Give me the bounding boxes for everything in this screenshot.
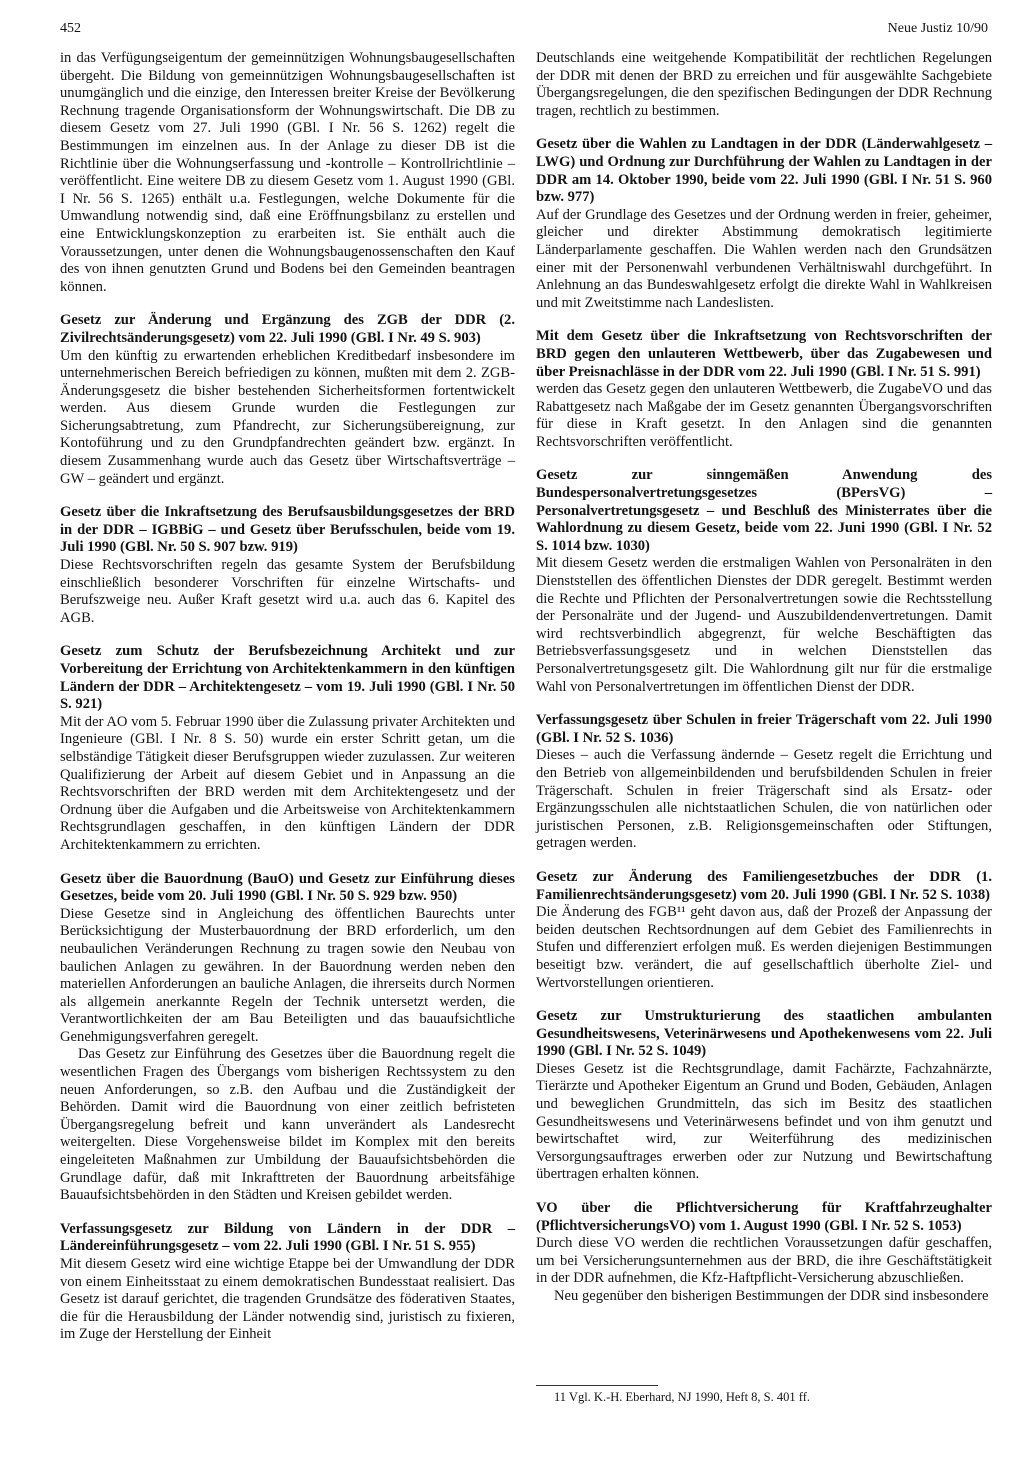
body-paragraph: Dieses Gesetz ist die Rechtsgrundlage, damit Fachärzte, Fachzahnärzte, Tierärzte und Apotheker Eigentum an Grund und Boden, Gebäuden, Anlagen und beweglichen Grundmitteln, das sich im Besitz des staatlichen Gesundheitswesens und Veterinärwesens befindet und von ihm genutzt und bewirtschaftet wird, zur Weiterführung des medizinischen Versorgungsauftrages erwerben oder zur Nutzung und Bewirtschaftung übertragen erhalten können. xyxy=(536,1060,992,1183)
section-title: Gesetz über die Inkraftsetzung des Berufsausbildungsgesetzes der BRD in der DDR – IGBBiG – und Gesetz über Berufsschulen, beide vom 19. Juli 1990 (GBl. Nr. 50 S. 907 bzw. 919) xyxy=(60,504,515,556)
article-section xyxy=(536,136,992,312)
body-paragraph: Mit der AO vom 5. Februar 1990 über die Zulassung privater Architekten und Ingenieure (GBl. I Nr. 8 S. 50) wurde ein erster Schritt getan, um die selbständige Tätigkeit dieser Berufsgruppen wieder zuzulassen. Zur weiteren Qualifizierung der Arbeit auf diesem Gebiet und in Anpassung an die Rechtsvorschriften der BRD werden mit dem Architektengesetz und der Ordnung über die Aufgaben und die Arbeitsweise von Architektenkammern Rechtsgrundlagen geschaffen, in den künftigen Ländern der DDR Architektenkammern zu errichten. xyxy=(60,713,515,853)
article-section xyxy=(60,504,515,627)
body-paragraph: Dieses – auch die Verfassung ändernde – Gesetz regelt die Errichtung und den Betrieb von allgemeinbildenden und berufsbildenden Schulen in freier Trägerschaft. Schulen in freier Trägerschaft sind als Ersatz- oder Ergänzungsschulen alle nichtstaatlichen Schulen, die von natürlichen oder juristischen Personen, z.B. Religionsgemeinschaften oder Stiftungen, getragen werden. xyxy=(536,747,992,852)
body-paragraph: in das Verfügungseigentum der gemeinnützigen Wohnungsbaugesellschaften übergeht. Die Bildung von gemeinnützigen Wohnungsbaugesellschaften ist unumgänglich und die einzige, den Interessen breiter Kreise der Bevölkerung Rechnung tragende Organisationsform der Wohnungswirtschaft. Die DB zu diesem Gesetz vom 27. Juli 1990 (GBl. I Nr. 56 S. 1262) regelt die Bestimmungen im einzelnen aus. In der Anlage zu dieser DB ist die Richtlinie über die Wohnungserfassung und -kontrolle – Kontrollrichtlinie – veröffentlicht. Eine weitere DB zu diesem Gesetz vom 1. August 1990 (GBl. I Nr. 56 S. 1265) enthält u.a. Festlegungen, welche Dokumente für die Umwandlung notwendig sind, daß eine Eröffnungsbilanz zu erstellen und eine Entwicklungskonzeption zu erarbeiten ist. Sie enthält auch die Voraussetzungen, unter denen die Wohnungsbaugenossenschaften den Kauf des von ihnen genutzten Grund und Bodens bei den Gemeinden beantragen können. xyxy=(60,50,515,295)
body-paragraph: Um den künftig zu erwartenden erheblichen Kreditbedarf insbesondere im unternehmerischen Bereich befriedigen zu können, mußten mit dem 2. ZGB-Änderungsgesetz die bisher bestehenden Sicherheitsformen fortentwickelt werden. Aus diesem Grunde wurden die Festlegungen zur Sicherungsabtretung, zum Pfandrecht, zur Sicherungsübereignung, zur Kontoführung und zu den Grundpfandrechten geändert bzw. ergänzt. In diesem Zusammenhang wurde auch das Gesetz über Wirtschaftsverträge – GW – geändert und ergänzt. xyxy=(60,347,515,487)
section-title: Gesetz zur sinngemäßen Anwendung des Bundespersonalvertretungsgesetzes (BPersVG) – Personalvertretungsgesetz – und Beschluß des Ministerrates über die Wahlordnung zu diesem Gesetz, beide vom 22. Juni 1990 (GBl. I Nr. 52 S. 1014 bzw. 1030) xyxy=(536,467,992,554)
body-paragraph: Neu gegenüber den bisherigen Bestimmungen der DDR sind insbesondere xyxy=(554,1288,989,1304)
body-paragraph: Diese Rechtsvorschriften regeln das gesamte System der Berufsbildung einschließlich besonderer Vorschriften für einzelne Wirtschafts- und Berufszweige neu. Außer Kraft gesetzt wird u.a. auch das 6. Kapitel des AGB. xyxy=(60,557,515,626)
footnote: 11 Vgl. K.-H. Eberhard, NJ 1990, Heft 8, S. 401 ff. xyxy=(554,1390,810,1404)
body-paragraph: Durch diese VO werden die rechtlichen Voraussetzungen dafür geschaffen, um bei Versicherungsunternehmen aus der BRD, die ihre Geschäftstätigkeit in der DDR aufnehmen, die Kfz-Haftpflicht-Versicherung abzuschließen. xyxy=(536,1235,992,1287)
body-paragraph: Die Änderung des FGB¹¹ geht davon aus, daß der Prozeß der Anpassung der beiden deutschen Rechtsordnungen auf dem Gebiet des Familienrechts in Stufen und differenziert erfolgen muß. Es werden diejenigen Bestimmungen beseitigt bzw. verändert, die auf gesellschaftlich überholte Ziel- und Wertvorstellungen orientieren. xyxy=(536,904,992,991)
article-section xyxy=(536,467,992,696)
article-section xyxy=(60,50,515,296)
article-section xyxy=(536,1200,992,1306)
section-title: Gesetz über die Wahlen zu Landtagen in der DDR (Länderwahlgesetz – LWG) und Ordnung zur Durchführung der Wahlen zu Landtagen in der DDR am 14. Oktober 1990, beide vom 22. Juli 1990 (GBl. I Nr. 51 S. 960 bzw. 977) xyxy=(536,136,992,206)
section-title: Verfassungsgesetz über Schulen in freier Trägerschaft vom 22. Juli 1990 (GBl. I Nr. 52 S. 1036) xyxy=(536,712,992,746)
article-section xyxy=(536,50,992,120)
body-paragraph: Mit diesem Gesetz wird eine wichtige Etappe bei der Umwandlung der DDR von einem Einheitsstaat zu einem demokratischen Bundesstaat realisiert. Das Gesetz ist darauf gerichtet, die tragenden Grundsätze des föderativen Staates, die für die Herausbildung der Länder notwendig sind, juristisch zu fixieren, im Zuge der Herstellung der Einheit xyxy=(60,1256,515,1343)
body-paragraph: Deutschlands eine weitgehende Kompatibilität der rechtlichen Regelungen der DDR mit denen der BRD zu erreichen und für ausgewählte Sachgebiete Übergangsregelungen, die den spezifischen Bedingungen der DDR Rechnung tragen, rechtlich zu bestimmen. xyxy=(536,50,992,119)
body-paragraph: werden das Gesetz gegen den unlauteren Wettbewerb, die ZugabeVO und das Rabattgesetz nach Maßgabe der im Gesetz genannten Übergangsvorschriften für diese in Kraft gesetzt. In den Anlagen sind die genannten Rechtsvorschriften veröffentlicht. xyxy=(536,381,992,450)
article-section xyxy=(60,312,515,488)
section-title: Gesetz zur Umstrukturierung des staatlichen ambulanten Gesundheitswesens, Veterinärwesens und Apothekenwesens vom 22. Juli 1990 (GBl. I Nr. 52 S. 1049) xyxy=(536,1008,992,1060)
footnotes xyxy=(536,1385,992,1405)
section-title: VO über die Pflichtversicherung für Kraftfahrzeughalter (PflichtversicherungsVO) vom 1. August 1990 (GBl. I Nr. 52 S. 1053) xyxy=(536,1200,992,1234)
footnote-rule xyxy=(536,1385,658,1386)
article-section xyxy=(536,1008,992,1184)
section-title: Gesetz zur Änderung und Ergänzung des ZGB der DDR (2. Zivilrechtsänderungsgesetz) vom 22. Juli 1990 (GBl. I Nr. 49 S. 903) xyxy=(60,312,515,346)
left-column xyxy=(60,50,515,1360)
article-section xyxy=(60,871,515,1205)
article-section xyxy=(60,1221,515,1344)
article-section xyxy=(536,328,992,451)
body-paragraph: Diese Gesetze sind in Angleichung des öffentlichen Baurechts unter Berücksichtigung der Musterbauordnung der BRD erforderlich, um den neubaulichen Veränderungen Rechnung zu tragen sowie den Neubau von baulichen Anlagen zu gewähren. In der Bauordnung werden neben den materiellen Anforderungen an bauliche Anlagen, die ihrerseits durch Normen als allgemein anerkannte Regeln der Technik untersetzt werden, die Verantwortlichkeiten der am Bau Beteiligten und das bauaufsichtliche Genehmigungsverfahren geregelt. xyxy=(60,905,515,1045)
page-number: 452 xyxy=(60,21,81,36)
right-column xyxy=(536,50,992,1322)
section-title: Gesetz zum Schutz der Berufsbezeichnung Architekt und zur Vorbereitung der Errichtung von Architektenkammern in den künftigen Ländern der DDR – Architektengesetz – vom 19. Juli 1990 (GBl. I Nr. 50 S. 921) xyxy=(60,643,515,713)
body-paragraph: Mit diesem Gesetz werden die erstmaligen Wahlen von Personalräten in den Dienststellen des öffentlichen Dienstes der DDR geregelt. Bestimmt werden die Rechte und Pflichten der Personalvertretungen sowie die Rechtsstellung der Personalräte und der Jugend- und Auszubildendenvertretungen. Damit wird rechtsverbindlich abgegrenzt, für welche Beschäftigten das Betriebsverfassungsgesetz und in welchen Dienststellen das Personalvertretungsgesetz gilt. Die Wahlordnung gilt nur für die erstmalige Wahl von Personalvertretungen im öffentlichen Dienst der DDR. xyxy=(536,555,992,695)
article-section xyxy=(60,643,515,854)
body-paragraph: Auf der Grundlage des Gesetzes und der Ordnung werden in freier, geheimer, gleicher und direkter Abstimmung demokratisch legitimierte Länderparlamente geschaffen. Die Wahlen werden nach den Grundsätzen einer mit der Personenwahl verbundenen Verhältniswahl durchgeführt. In Anlehnung an das Bundeswahlgesetz erfolgt die direkte Wahl in Wahlkreisen und mit Zweitstimme nach Landeslisten. xyxy=(536,206,992,311)
running-head xyxy=(60,20,988,42)
article-section xyxy=(536,712,992,853)
section-title: Mit dem Gesetz über die Inkraftsetzung von Rechtsvorschriften der BRD gegen den unlauteren Wettbewerb, über das Zugabewesen und über Preisnachlässe in der DDR vom 22. Juli 1990 (GBl. I Nr. 51 S. 991) xyxy=(536,328,992,380)
section-title: Verfassungsgesetz zur Bildung von Ländern in der DDR – Ländereinführungsgesetz – vom 22. Juli 1990 (GBl. I Nr. 51 S. 955) xyxy=(60,1220,515,1255)
article-section xyxy=(536,869,992,992)
section-title: Gesetz über die Bauordnung (BauO) und Gesetz zur Einführung dieses Gesetzes, beide vom 20. Juli 1990 (GBl. I Nr. 50 S. 929 bzw. 950) xyxy=(60,870,515,905)
section-title: Gesetz zur Änderung des Familiengesetzbuches der DDR (1. Familienrechtsänderungsgesetz) vom 20. Juli 1990 (GBl. I Nr. 52 S. 1038) xyxy=(536,868,992,903)
body-paragraph: Das Gesetz zur Einführung des Gesetzes über die Bauordnung regelt die wesentlichen Fragen des Übergangs vom bisherigen Rechtssystem zu den neuen Anforderungen, so z.B. den Aufbau und die Zuständigkeit der Behörden. Damit wird die Bauordnung von einer zeitlich befristeten Übergangsregelung befreit und kann unverändert als Landesrecht weitergelten. Diese Vorgehensweise bildet im Komplex mit den bereits eingeleiteten Maßnahmen zur Umbildung der Bauaufsichtsbehörden die Grundlage dafür, daß mit Inkrafttreten der Bauordnung arbeitsfähige Bauaufsichtsbehörden in den Städten und Kreisen gebildet werden. xyxy=(60,1046,515,1204)
journal-issue: Neue Justiz 10/90 xyxy=(887,21,988,36)
